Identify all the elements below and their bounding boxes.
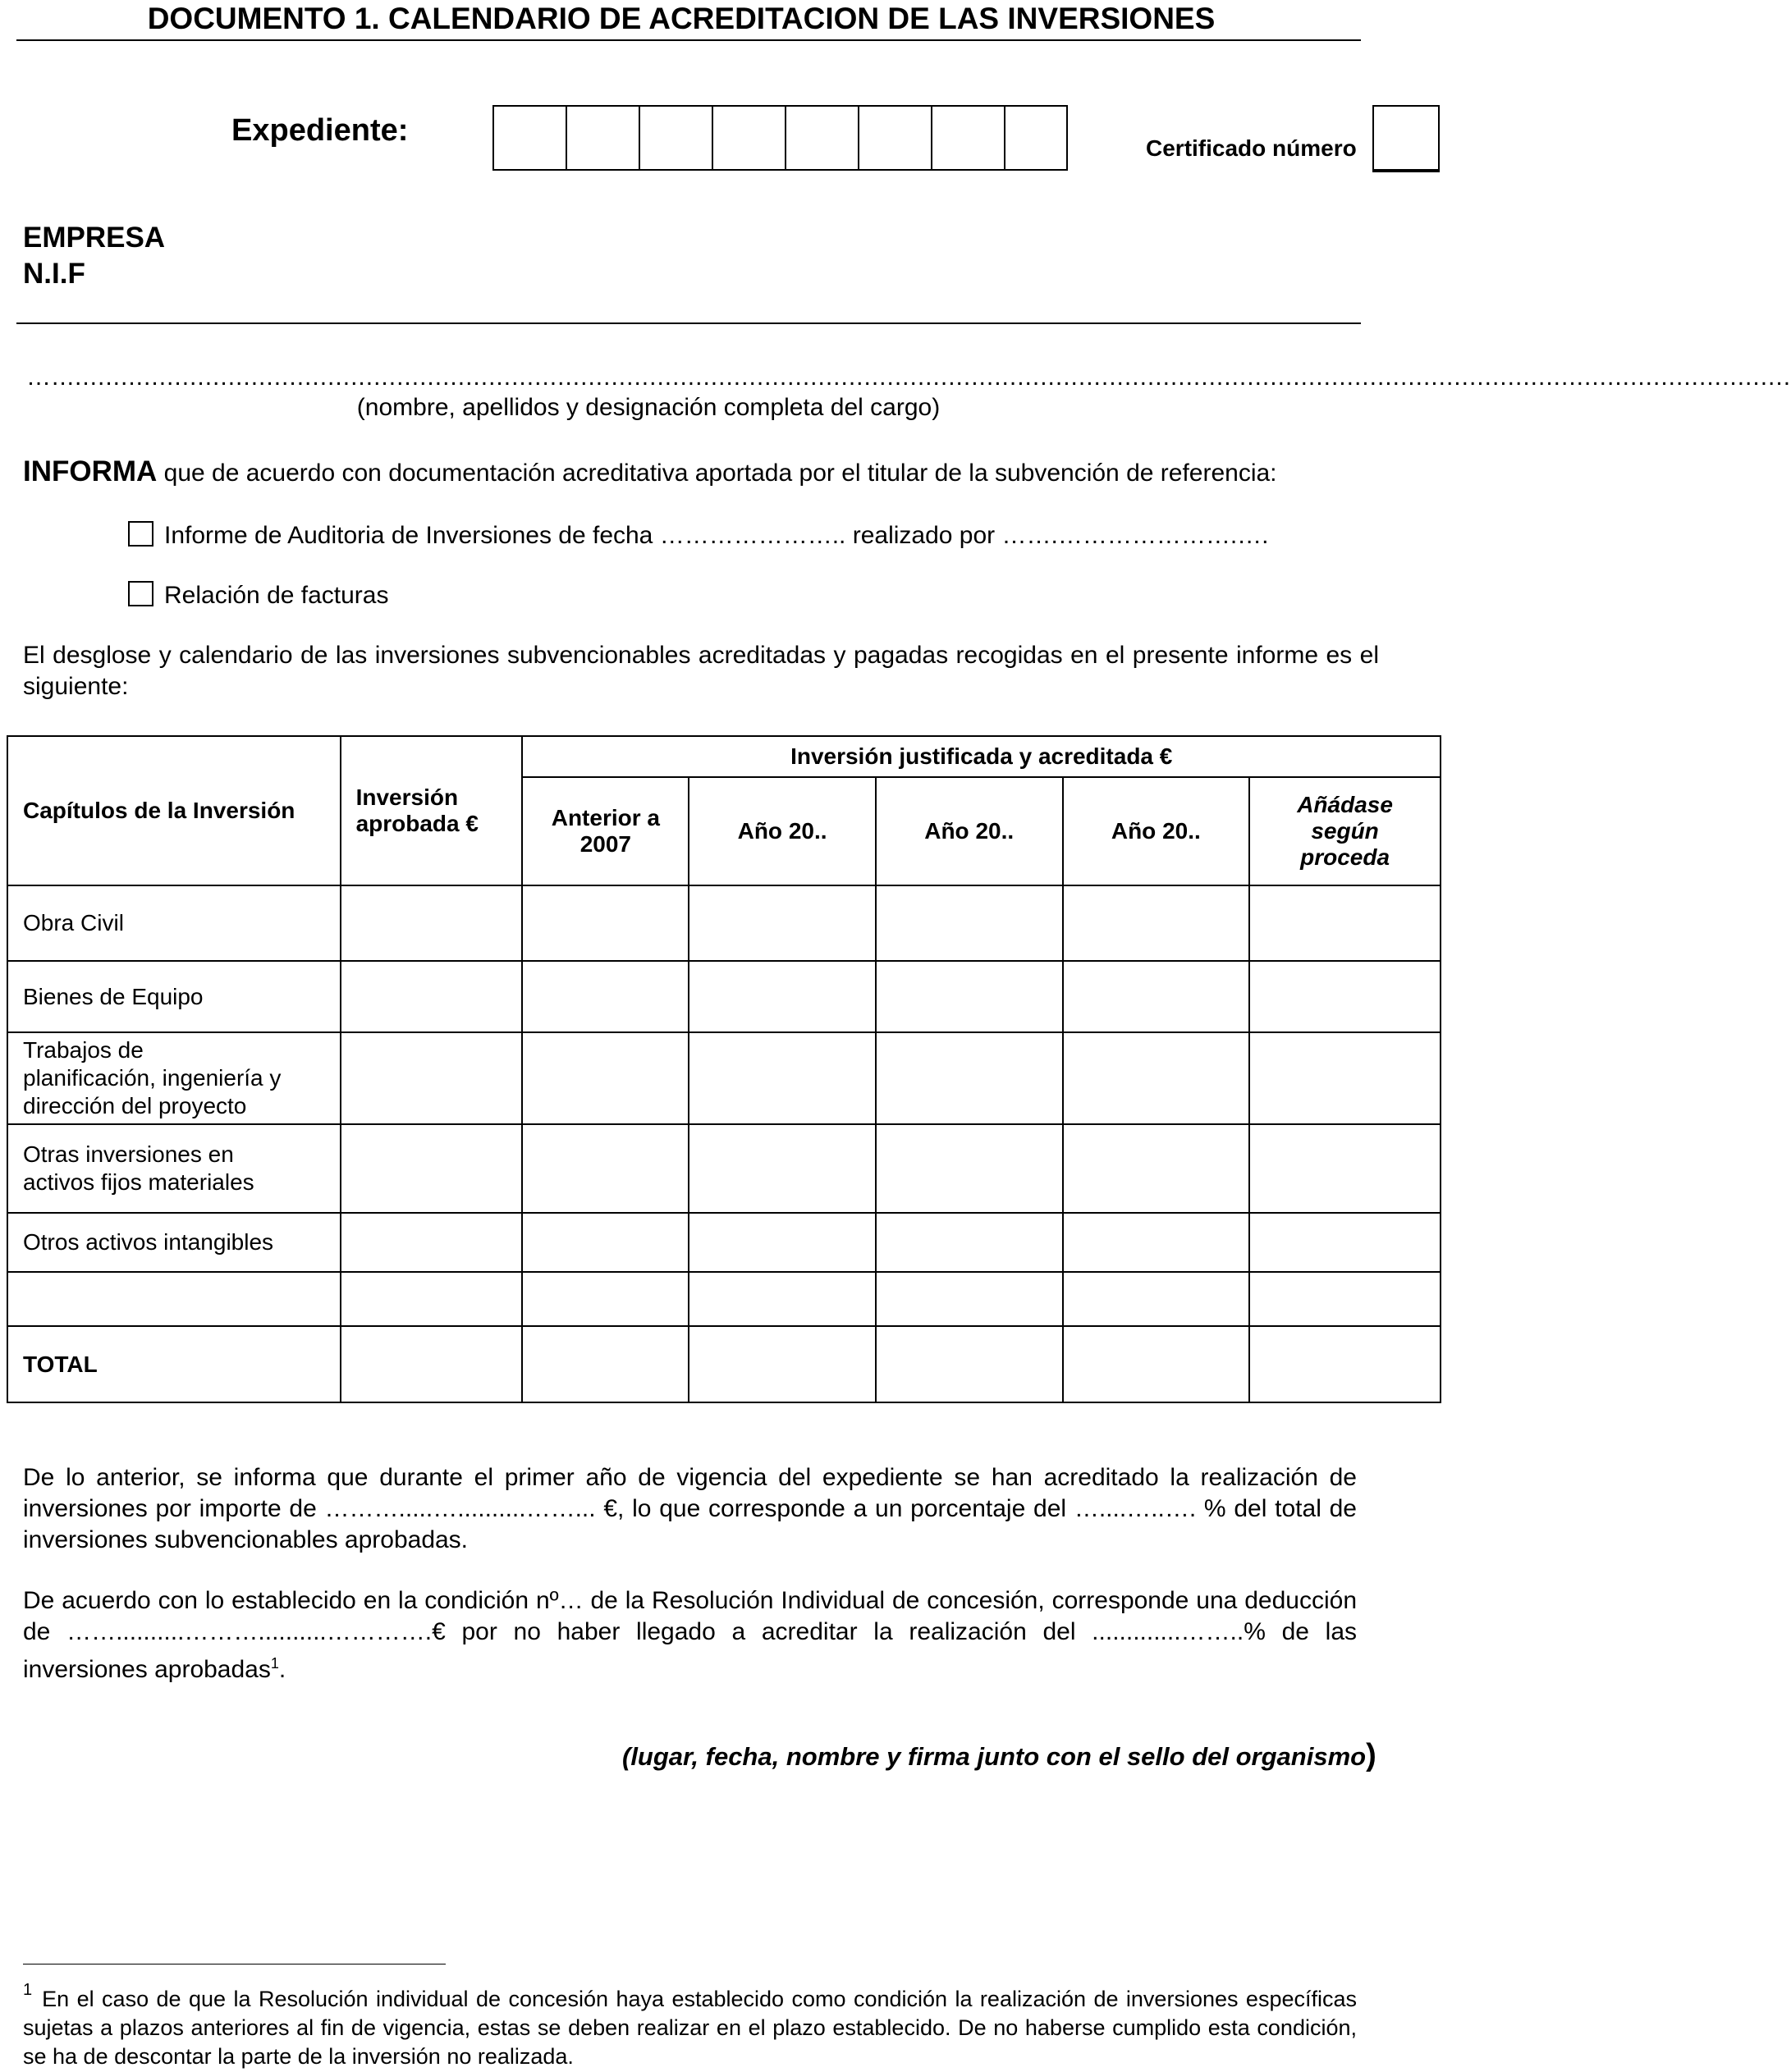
option-auditoria-label: Informe de Auditoria de Inversiones de fecha ………………….. realizado por …….………………….…. <box>164 522 1269 549</box>
table-cell[interactable] <box>689 885 876 961</box>
row-label: Trabajos de planificación, ingeniería y dirección del proyecto <box>7 1032 341 1124</box>
header-anadase: Añádase según proceda <box>1249 777 1441 885</box>
expediente-label: Expediente: <box>231 113 409 148</box>
option-auditoria <box>164 520 1269 551</box>
table-cell[interactable] <box>522 1272 689 1326</box>
table-cell[interactable] <box>689 1124 876 1213</box>
checkbox-auditoria[interactable] <box>128 521 153 547</box>
row-label: Otros activos intangibles <box>7 1213 341 1272</box>
table-cell[interactable] <box>1249 1032 1441 1124</box>
row-label: Bienes de Equipo <box>7 961 341 1032</box>
table-cell[interactable] <box>1249 885 1441 961</box>
table-cell[interactable] <box>1249 1326 1441 1402</box>
name-dotted-line[interactable]: …................................................................................................................................................................................................................................... <box>26 364 1791 391</box>
footnote <box>23 1979 1357 2071</box>
table-cell[interactable] <box>876 885 1063 961</box>
expediente-input-boxes[interactable] <box>492 105 1068 171</box>
footnote-separator <box>23 1964 446 1965</box>
signature-caption <box>622 1738 1376 1773</box>
table-row <box>7 1032 1441 1124</box>
table-cell[interactable] <box>689 1032 876 1124</box>
table-row <box>7 1124 1441 1213</box>
document-title: DOCUMENTO 1. CALENDARIO DE ACREDITACION DE LAS INVERSIONES <box>147 2 1216 35</box>
table-cell[interactable] <box>341 961 523 1032</box>
informa-keyword: INFORMA <box>23 455 158 487</box>
table-row <box>7 885 1441 961</box>
row-label: Otras inversiones en activos fijos materiales <box>7 1124 341 1213</box>
empresa-separator <box>16 322 1361 324</box>
expediente-digit-box[interactable] <box>786 107 859 169</box>
checkbox-facturas[interactable] <box>128 581 153 606</box>
table-cell[interactable] <box>522 1032 689 1124</box>
table-cell[interactable] <box>876 1326 1063 1402</box>
header-year-3: Año 20.. <box>1063 777 1250 885</box>
table-cell[interactable] <box>522 961 689 1032</box>
table-row-total <box>7 1326 1441 1402</box>
header-inversion-justificada: Inversión justificada y acreditada € <box>522 736 1441 777</box>
expediente-digit-box[interactable] <box>567 107 640 169</box>
table-cell[interactable] <box>1063 1272 1250 1326</box>
expediente-digit-box[interactable] <box>494 107 567 169</box>
deduccion-text: De acuerdo con lo establecido en la condición nº… de la Resolución Individual de concesión, corresponde una deducción de ……..........………..........………….€ por no haber llegado a acreditar la realización del .............……..% de las inversiones aprobadas <box>23 1587 1357 1683</box>
table-cell[interactable] <box>1063 1032 1250 1124</box>
table-row <box>7 1272 1441 1326</box>
empresa-label: EMPRESA <box>23 222 166 254</box>
expediente-digit-box[interactable] <box>1005 107 1066 169</box>
expediente-digit-box[interactable] <box>932 107 1005 169</box>
table-cell[interactable] <box>876 1213 1063 1272</box>
footnote-text: En el caso de que la Resolución individual de concesión haya establecido como condición la realización de inversiones específicas sujetas a plazos anteriores al fin de vigencia, estas se deben realizar en el plazo establecido. De no haberse cumplido esta condición, se ha de descontar la parte de la inversión no realizada. <box>23 1987 1357 2069</box>
header-capitulos: Capítulos de la Inversión <box>7 736 341 885</box>
table-cell[interactable] <box>689 1272 876 1326</box>
table-cell[interactable] <box>522 885 689 961</box>
table-row <box>7 961 1441 1032</box>
table-cell[interactable] <box>1063 1213 1250 1272</box>
footnote-reference: 1 <box>270 1655 279 1672</box>
table-cell[interactable] <box>876 1272 1063 1326</box>
total-label: TOTAL <box>7 1326 341 1402</box>
title-underline <box>16 39 1361 41</box>
expediente-digit-box[interactable] <box>713 107 786 169</box>
signature-text: (lugar, fecha, nombre y firma junto con el sello del organismo <box>622 1742 1367 1771</box>
table-cell[interactable] <box>341 1326 523 1402</box>
header-inversion-aprobada: Inversión aprobada € <box>341 736 523 885</box>
acreditacion-paragraph: De lo anterior, se informa que durante el primer año de vigencia del expediente se han acreditado la realización de inversiones por importe de ……….....…..........……... €, lo que corresponde a un porcentaje del …....…..…. % del total de inversiones subvencionables aprobadas. <box>23 1464 1357 1553</box>
table-cell[interactable] <box>522 1213 689 1272</box>
table-cell[interactable] <box>1063 1326 1250 1402</box>
footnote-number: 1 <box>23 1981 33 1999</box>
signature-close: ) <box>1366 1738 1376 1772</box>
informa-statement <box>23 456 1418 489</box>
table-cell[interactable] <box>1249 1213 1441 1272</box>
table-cell[interactable] <box>689 1213 876 1272</box>
name-caption: (nombre, apellidos y designación completa del cargo) <box>356 394 941 421</box>
table-cell[interactable] <box>341 1213 523 1272</box>
header-year-2: Año 20.. <box>876 777 1063 885</box>
certificado-label: Certificado número <box>1146 135 1357 161</box>
table-cell[interactable] <box>876 1124 1063 1213</box>
table-cell[interactable] <box>341 1272 523 1326</box>
table-cell[interactable] <box>341 1032 523 1124</box>
table-cell[interactable] <box>1063 1124 1250 1213</box>
table-cell[interactable] <box>876 1032 1063 1124</box>
table-cell[interactable] <box>876 961 1063 1032</box>
table-cell[interactable] <box>522 1326 689 1402</box>
nif-label: N.I.F <box>23 258 85 290</box>
header-year-1: Año 20.. <box>689 777 876 885</box>
table-cell[interactable] <box>1063 885 1250 961</box>
table-cell[interactable] <box>1249 1124 1441 1213</box>
table-cell[interactable] <box>522 1124 689 1213</box>
header-anterior-2007: Anterior a 2007 <box>522 777 689 885</box>
table-cell[interactable] <box>341 1124 523 1213</box>
table-cell[interactable] <box>1249 1272 1441 1326</box>
certificado-number-box[interactable] <box>1372 105 1440 172</box>
row-label: Obra Civil <box>7 885 341 961</box>
informa-text: que de acuerdo con documentación acreditativa aportada por el titular de la subvención de referencia: <box>157 460 1277 487</box>
table-cell[interactable] <box>341 885 523 961</box>
row-label <box>7 1272 341 1326</box>
expediente-digit-box[interactable] <box>640 107 713 169</box>
table-cell[interactable] <box>1063 961 1250 1032</box>
table-cell[interactable] <box>1249 961 1441 1032</box>
empresa-block <box>23 220 165 292</box>
table-row <box>7 1213 1441 1272</box>
option-facturas <box>164 580 389 611</box>
option-facturas-label: Relación de facturas <box>164 582 389 609</box>
table-cell[interactable] <box>689 1326 876 1402</box>
table-cell[interactable] <box>689 961 876 1032</box>
desglose-paragraph: El desglose y calendario de las inversiones subvencionables acreditadas y pagadas recogidas en el presente informe es el siguiente: <box>23 642 1379 700</box>
deduccion-paragraph: De acuerdo con lo establecido en la condición nº… de la Resolución Individual de concesión, corresponde una deducción de ……..........………..........………….€ por no haber llegado a acreditar la realización del .............……..% de las inversiones aprobadas$^1$. <box>23 1587 1357 1683</box>
expediente-digit-box[interactable] <box>859 107 932 169</box>
investment-table <box>7 735 1441 1403</box>
